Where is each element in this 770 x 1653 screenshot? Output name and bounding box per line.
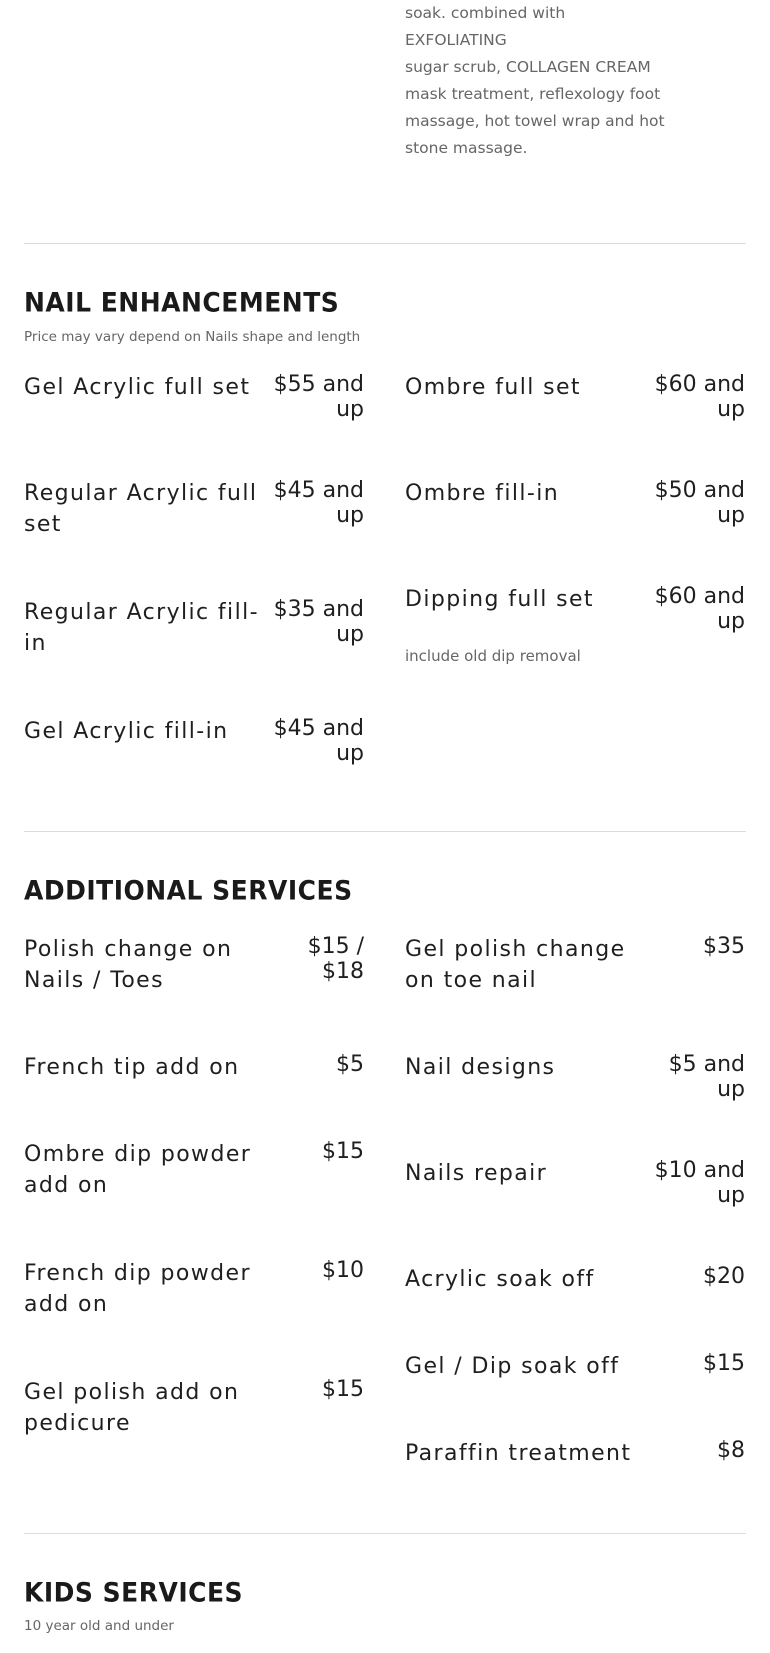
- item-name-gel-polish-change-toe: Gel polish change on toe nail: [405, 937, 626, 993]
- item-name-gel-acrylic-fill-in: Gel Acrylic fill-in: [24, 719, 229, 744]
- item-price-french-tip-add-on: $5: [336, 1052, 364, 1077]
- item-price-acrylic-soak-off: $20: [703, 1264, 745, 1289]
- item-price-french-dip-powder-add-on: $10: [322, 1258, 364, 1283]
- item-price-ombre-fill-in: $50 and up: [654, 478, 745, 528]
- section-divider: [24, 1533, 746, 1534]
- item-name-regular-acrylic-full-set: Regular Acrylic full set: [24, 481, 258, 537]
- item-price-gel-acrylic-full-set: $55 and up: [273, 372, 364, 422]
- item-price-gel-polish-add-on-pedicure: $15: [322, 1377, 364, 1402]
- item-price-gel-acrylic-fill-in: $45 and up: [273, 716, 364, 766]
- item-price-regular-acrylic-full-set: $45 and up: [273, 478, 364, 528]
- kids-services-title: KIDS SERVICES: [24, 1577, 244, 1608]
- item-name-ombre-fill-in: Ombre fill-in: [405, 481, 560, 506]
- item-name-acrylic-soak-off: Acrylic soak off: [405, 1267, 595, 1292]
- item-name-french-dip-powder-add-on: French dip powder add on: [24, 1261, 251, 1317]
- item-name-gel-polish-add-on-pedicure: Gel polish add on pedicure: [24, 1380, 240, 1436]
- item-price-nail-designs: $5 and up: [668, 1052, 745, 1102]
- item-name-regular-acrylic-fill-in: Regular Acrylic fill-in: [24, 600, 259, 656]
- item-price-paraffin-treatment: $8: [717, 1438, 745, 1463]
- item-name-gel-acrylic-full-set: Gel Acrylic full set: [24, 375, 251, 400]
- item-price-gel-dip-soak-off: $15: [703, 1351, 745, 1376]
- item-price-dipping-full-set: $60 and up: [654, 584, 745, 634]
- item-name-nails-repair: Nails repair: [405, 1161, 548, 1186]
- item-price-ombre-full-set: $60 and up: [654, 372, 745, 422]
- kids-services-subtitle: 10 year old and under: [24, 1618, 174, 1634]
- item-name-french-tip-add-on: French tip add on: [24, 1055, 240, 1080]
- item-name-ombre-dip-powder-add-on: Ombre dip powder add on: [24, 1142, 252, 1198]
- item-name-paraffin-treatment: Paraffin treatment: [405, 1441, 632, 1466]
- item-price-polish-change: $15 / $18: [307, 934, 364, 984]
- additional-services-title: ADDITIONAL SERVICES: [24, 875, 353, 906]
- item-name-ombre-full-set: Ombre full set: [405, 375, 581, 400]
- previous-service-description: soak. combined with EXFOLIATING sugar scrub, COLLAGEN CREAM mask treatment, reflexology foot massage, hot towel wrap and hot stone massage.: [405, 4, 665, 157]
- item-name-nail-designs: Nail designs: [405, 1055, 556, 1080]
- item-name-gel-dip-soak-off: Gel / Dip soak off: [405, 1354, 620, 1379]
- item-name-dipping-full-set: Dipping full set: [405, 587, 594, 612]
- section-divider: [24, 831, 746, 832]
- item-price-gel-polish-change-toe: $35: [703, 934, 745, 959]
- item-price-nails-repair: $10 and up: [654, 1158, 745, 1208]
- nail-enhancements-subtitle: Price may vary depend on Nails shape and length: [24, 329, 361, 345]
- item-note-dipping-full-set: include old dip removal: [405, 647, 581, 665]
- section-divider: [24, 243, 746, 244]
- item-price-ombre-dip-powder-add-on: $15: [322, 1139, 364, 1164]
- item-price-regular-acrylic-fill-in: $35 and up: [273, 597, 364, 647]
- nail-enhancements-title: NAIL ENHANCEMENTS: [24, 287, 340, 318]
- item-name-polish-change: Polish change on Nails / Toes: [24, 937, 233, 993]
